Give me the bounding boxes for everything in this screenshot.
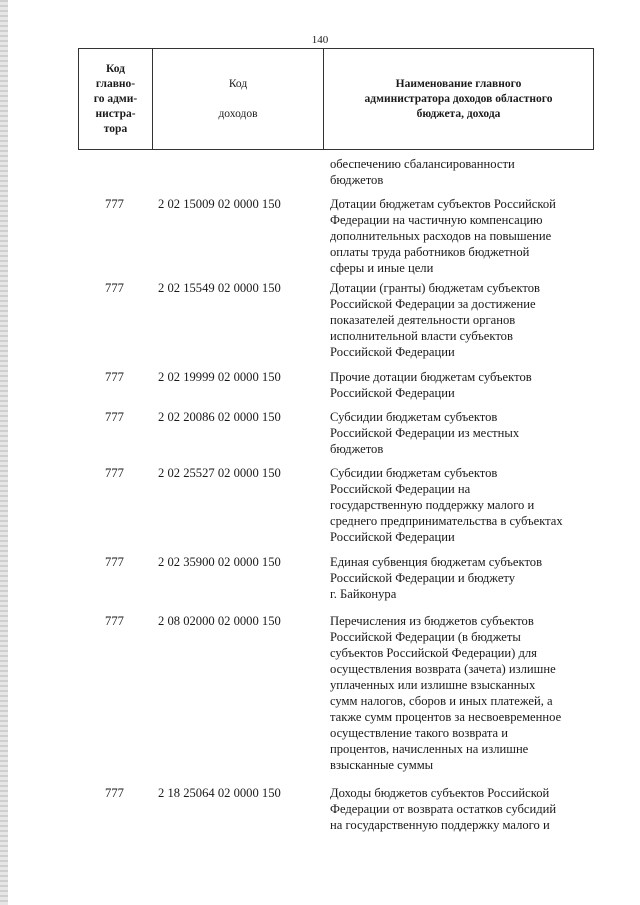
row-admin-code: 777 (105, 281, 124, 295)
row-income-code: 2 02 15009 02 0000 150 (158, 197, 281, 211)
table-row (78, 280, 594, 369)
row-income-code: 2 02 19999 02 0000 150 (158, 370, 281, 384)
row-income-code: 2 18 25064 02 0000 150 (158, 786, 281, 800)
row-admin-code: 777 (105, 197, 124, 211)
row-name: обеспечению сбалансированности бюджетов (330, 157, 515, 187)
row-name: Перечисления из бюджетов субъектов Российской Федерации (в бюджеты субъектов Российской Федерации) для осуществления возврата (зачета) излишне уплаченных или излишне взысканных сумм налогов, сборов и иных платежей, а также сумм процентов за несвоевременное осуществление такого возврата и процентов, начисленных на излишне взысканные суммы (330, 614, 562, 772)
row-income-code: 2 02 35900 02 0000 150 (158, 555, 281, 569)
row-admin-code: 777 (105, 786, 124, 800)
scan-edge (0, 0, 8, 905)
table-row (78, 554, 594, 613)
table-row (78, 196, 594, 280)
table-row (78, 613, 594, 785)
row-income-code: 2 02 15549 02 0000 150 (158, 281, 281, 295)
row-income-code: 2 02 25527 02 0000 150 (158, 466, 281, 480)
row-admin-code: 777 (105, 614, 124, 628)
table-row (78, 785, 594, 841)
row-name: Дотации бюджетам субъектов Российской Федерации на частичную компенсацию дополнительных расходов на повышение оплаты труда работников бюджетной сферы и иные цели (330, 197, 556, 275)
header-admin-code (79, 49, 153, 150)
table-row (78, 409, 594, 465)
row-income-code: 2 02 20086 02 0000 150 (158, 410, 281, 424)
row-name: Доходы бюджетов субъектов Российской Федерации от возврата остатков субсидий на государственную поддержку малого и (330, 786, 557, 832)
row-admin-code: 777 (105, 370, 124, 384)
table-row (78, 369, 594, 409)
header-name (324, 49, 594, 150)
table-header (78, 48, 594, 150)
page-number: 140 (311, 34, 329, 46)
row-admin-code: 777 (105, 410, 124, 424)
table-body (78, 156, 594, 841)
row-admin-code: 777 (105, 466, 124, 480)
table-row (78, 465, 594, 554)
row-name: Единая субвенция бюджетам субъектов Российской Федерации и бюджету г. Байконура (330, 555, 543, 601)
row-name: Субсидии бюджетам субъектов Российской Федерации на государственную поддержку малого и среднего предпринимательства в субъектах Российской Федерации (330, 466, 563, 544)
header-name-label: Наименование главного администратора доходов областного бюджета, дохода (364, 77, 553, 120)
table-row-continuation (78, 156, 594, 196)
row-income-code: 2 08 02000 02 0000 150 (158, 614, 281, 628)
row-name: Субсидии бюджетам субъектов Российской Федерации из местных бюджетов (330, 410, 520, 456)
row-name: Дотации (гранты) бюджетам субъектов Российской Федерации за достижение показателей деятельности органов исполнительной власти субъектов Российской Федерации (330, 281, 540, 359)
row-name: Прочие дотации бюджетам субъектов Российской Федерации (330, 370, 532, 400)
row-admin-code: 777 (105, 555, 124, 569)
header-income-code (153, 49, 324, 150)
header-income-code-label: Код доходов (218, 77, 258, 120)
header-admin-code-label: Код главно- го адми- нистра- тора (93, 62, 138, 135)
